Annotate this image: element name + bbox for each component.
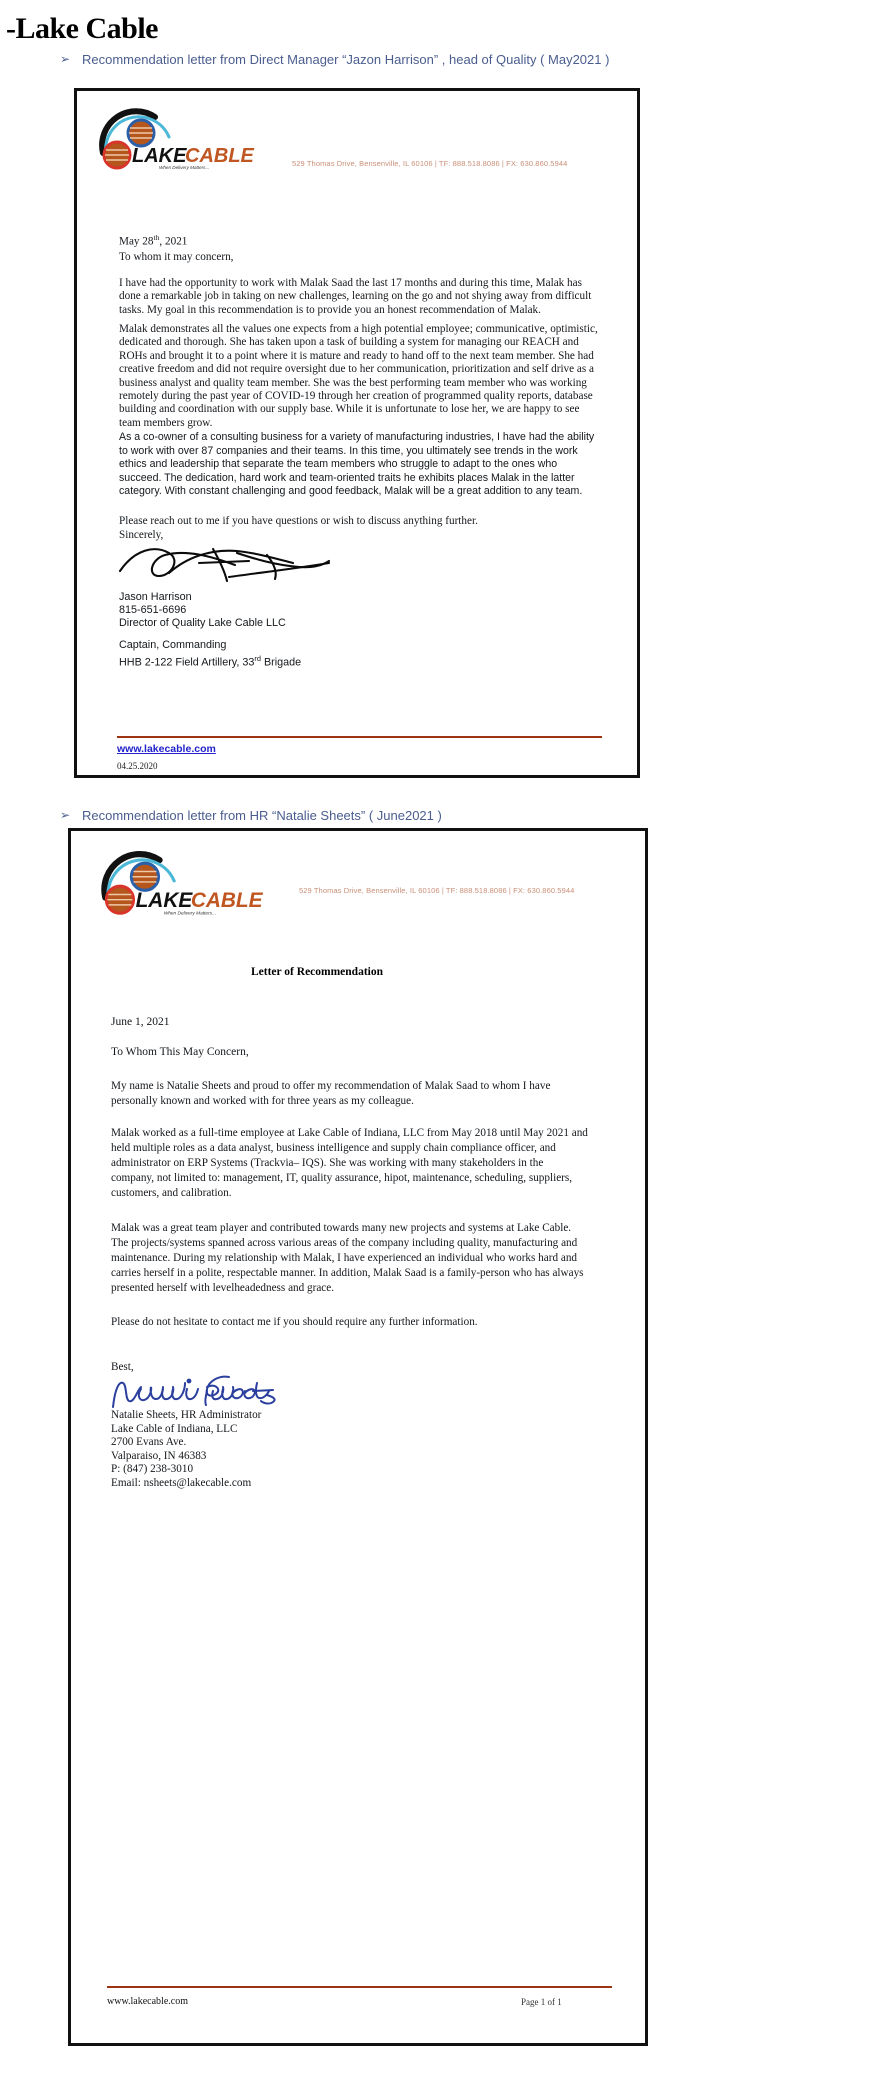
svg-text:LAKE: LAKE [135,888,193,912]
signer-email-2: Email: nsheets@lakecable.com [111,1476,252,1489]
signer-name-2: Natalie Sheets, HR Administrator [111,1409,262,1421]
letter-1-scan [74,88,640,778]
letter-date-ordinal: th [153,233,160,242]
signer-company-2: Lake Cable of Indiana, LLC [111,1422,238,1435]
footer-page-number-2: Page 1 of 1 [521,1997,562,2007]
footer-rule-1 [117,736,602,738]
letter-closing-1: Sincerely, [119,529,164,541]
footer-website-link-1[interactable]: www.lakecable.com [117,743,216,755]
signer-phone-1: 815-651-6696 [119,604,187,617]
letter-closing-2: Best, [111,1361,134,1373]
signature-block-1 [119,591,286,631]
letterhead-address-1: 529 Thomas Drive, Bensenville, IL 60106 | TF: 888.518.8086 | FX: 630.860.5944 [292,159,568,168]
letter-paragraph-1-3: As a co-owner of a consulting business for a variety of manufacturing industries, I have had the ability to work with over 87 companies and their teams. In this time, you ultimately see trends in the work ethics and leadership that separate the team members who struggle to adapt to the ones who succeed. The dedication, hard work and team-oriented traits he exhibits places Malak in the latter category. With constant challenging and good feedback, Malak will be a great addition to any team. [119,431,595,498]
svg-text:When Delivery Matters...: When Delivery Matters... [159,165,210,170]
signer-phone-2: P: (847) 238-3010 [111,1463,194,1476]
letter-salutation-2: To Whom This May Concern, [111,1046,249,1058]
svg-text:When Delivery Matters...: When Delivery Matters... [163,911,217,917]
lake-cable-logo-2 [97,849,269,917]
section-heading-label: Recommendation letter from HR “Natalie Sheets” ( June2021 ) [82,808,442,823]
lake-cable-logo-1 [95,107,260,171]
section-heading-letter-2 [60,808,442,823]
letter-paragraph-1-4: Please reach out to me if you have questions or wish to discuss anything further. [119,515,478,527]
svg-text:CABLE: CABLE [190,888,263,912]
letter-paragraph-2-2: Malak worked as a full-time employee at Lake Cable of Indiana, LLC from May 2018 until May 2021 and held multiple roles as a data analyst, business intelligence and supply chain compliance officer, and administrator on ERP Systems (Trackvia– IQS). She was working with many stakeholders in the company, not limited to: management, IT, quality assurance, hipot, maintenance, scheduling, suppliers, customers, and calibration. [111,1127,588,1199]
military-block-1 [119,639,301,670]
section-heading-letter-1 [60,52,609,67]
signer-name-1: Jason Harrison [119,591,192,603]
footer-revision-date-1: 04.25.2020 [117,761,158,771]
letter-paragraph-1-2: Malak demonstrates all the values one expects from a high potential employee; communicative, optimistic, dedicated and thorough. She has taken upon a task of building a system for managing our REACH and ROHs and brought it to a point where it is mature and ready to hand off to the next team member. She had creative freedom and did not require oversight due to her communication, prioritization and self drive as a business analyst and quality team member. She was the best performing team member who was working remotely during the past year of COVID-19 through her creation of programmed quality reports, database building and coordination with our supply base. While it is unfortunate to lose her, we are happy to see team members grow. [119,323,598,429]
letter-paragraph-2-1: My name is Natalie Sheets and proud to offer my recommendation of Malak Saad to whom I have personally known and worked with for three years as my colleague. [111,1080,551,1107]
signature-jason-harrison [117,543,352,593]
bullet-arrow-icon: ➢ [60,52,71,66]
letter-date-2: June 1, 2021 [111,1016,170,1028]
bullet-arrow-icon: ➢ [60,808,71,822]
letter-date-text: May 28 [119,235,154,248]
svg-text:LAKE: LAKE [132,145,187,167]
signature-block-2 [111,1409,261,1491]
section-heading-label: Recommendation letter from Direct Manager “Jazon Harrison” , head of Quality ( May2021 ) [82,52,610,67]
military-unit: HHB 2-122 Field Artillery, 33rd Brigade [119,654,302,669]
letter-date-year: , 2021 [159,235,188,248]
letter-title-2: Letter of Recommendation [251,966,384,978]
footer-website-2[interactable]: www.lakecable.com [107,1996,188,2007]
footer-rule-2 [107,1986,612,1988]
letter-paragraph-2-4: Please do not hesitate to contact me if you should require any further information. [111,1316,478,1328]
letterhead-address-2: 529 Thomas Drive, Bensenville, IL 60106 | TF: 888.518.8086 | FX: 630.860.5944 [299,886,575,895]
signer-role-1: Director of Quality Lake Cable LLC [119,617,286,630]
letter-paragraph-2-3: Malak was a great team player and contributed towards many new projects and systems at Lake Cable. The projects/systems spanned across various areas of the company including quality, manufacturing and maintenance. During my relationship with Malak, I have experienced an individual who works hard and carries herself in a polite, respectable manner. In addition, Malak Saad is a family-person who has always presented herself with levelheadedness and grace. [111,1222,584,1294]
letter-date-1 [119,231,187,249]
signer-city-2: Valparaiso, IN 46383 [111,1449,207,1462]
letter-salutation-1: To whom it may concern, [119,251,234,263]
letter-paragraph-1-1: I have had the opportunity to work with Malak Saad the last 17 months and during this time, Malak has done a remarkable job in taking on new challenges, learning on the go and not shying away from difficult tasks. My goal in this recommendation is to provide you an honest recommendation of Malak. [119,277,592,316]
page-title: -Lake Cable [6,12,158,45]
letter-2-scan [68,828,648,2046]
signer-street-2: 2700 Evans Ave. [111,1436,187,1449]
military-rank: Captain, Commanding [119,639,227,651]
svg-text:CABLE: CABLE [185,145,254,167]
